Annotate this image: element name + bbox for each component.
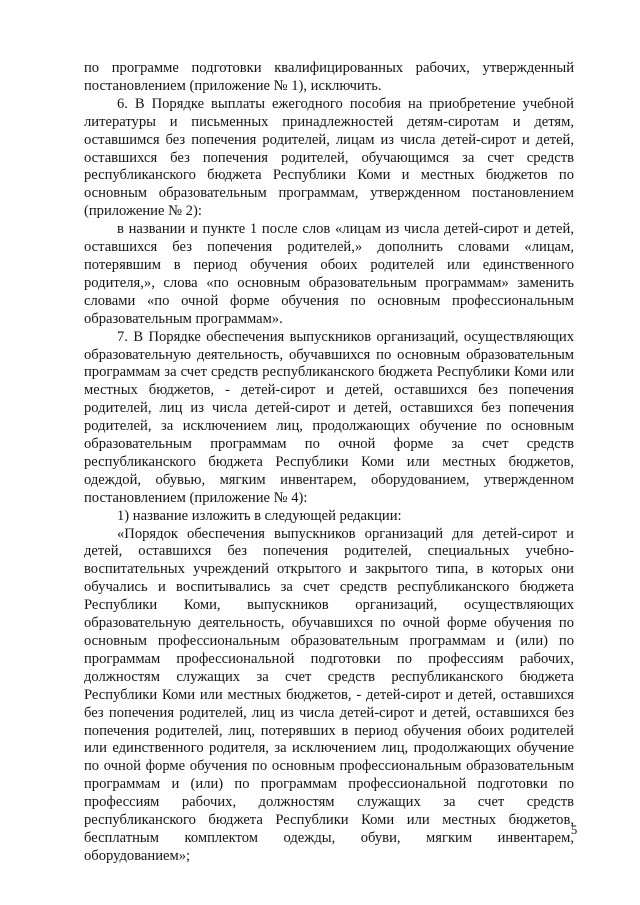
page-number: 5 bbox=[571, 823, 578, 837]
paragraph-item-7: 7. В Порядке обеспечения выпускников организаций, осуществляющих образовательную деятельность, обучавшихся по основным образовательным программам за счет средств республиканского бюджета Республики Коми или местных бюджетов, - детей-сирот и детей, оставшихся без попечения родителей, лиц из числа детей-сирот и детей, оставшихся без попечения родителей, за исключением лиц, продолжающих обучение по основным образовательным программам по очной форме за счет средств республиканского бюджета Республики Коми или местных бюджетов, одеждой, обувью, мягким инвентарем, оборудованием, утвержденном постановлением (приложение № 4): bbox=[84, 328, 574, 506]
document-body bbox=[84, 60, 574, 866]
paragraph-item-6: 6. В Порядке выплаты ежегодного пособия на приобретение учебной литературы и письменных принадлежностей детям-сиротам и детям, оставшимся без попечения родителей, лицам из числа детей-сирот и детей, оставшихся без попечения родителей, обучающимся за счет средств республиканского бюджета Республики Коми и местных бюджетов по основным образовательным программам, утвержденном постановлением (приложение № 2): bbox=[84, 95, 574, 220]
paragraph-item-6-amendment: в названии и пункте 1 после слов «лицам из числа детей-сирот и детей, оставшихся без попечения родителей,» дополнить словами «лицам, потерявшим в период обучения обоих родителей или единственного родителя,», слова «по основным образовательным программам» заменить словами «по очной форме обучения по основным профессиональным образовательным программам». bbox=[84, 221, 574, 327]
paragraph-new-title-quote: «Порядок обеспечения выпускников организаций для детей-сирот и детей, оставшихся без попечения родителей, специальных учебно-воспитательных учреждений открытого и закрытого типа, в которых они обучались и воспитывались за счет средств республиканского бюджета Республики Коми, выпускников организаций, осуществляющих образовательную деятельность, обучавшихся по очной форме обучения по основным профессиональным образовательным программам и (или) по программам профессиональной подготовки по профессиям рабочих, должностям служащих за счет средств республиканского бюджета Республики Коми или местных бюджетов, - детей-сирот и детей, оставшихся без попечения родителей, лиц из числа детей-сирот и детей, оставшихся без попечения родителей, лиц, потерявших в период обучения обоих родителей или единственного родителя, за исключением лиц, продолжающих обучение по очной форме обучения по основным профессиональным образовательным программам и (или) по программам профессиональной подготовки по профессиям рабочих, должностям служащих за счет средств республиканского бюджета Республики Коми или местных бюджетов, бесплатным комплектом одежды, обуви, мягким инвентарем, оборудованием»; bbox=[84, 525, 574, 864]
paragraph-subitem-1: 1) название изложить в следующей редакции: bbox=[117, 507, 402, 524]
paragraph-continuation: по программе подготовки квалифицированных рабочих, утвержденный постановлением (приложение № 1), исключить. bbox=[84, 60, 574, 94]
